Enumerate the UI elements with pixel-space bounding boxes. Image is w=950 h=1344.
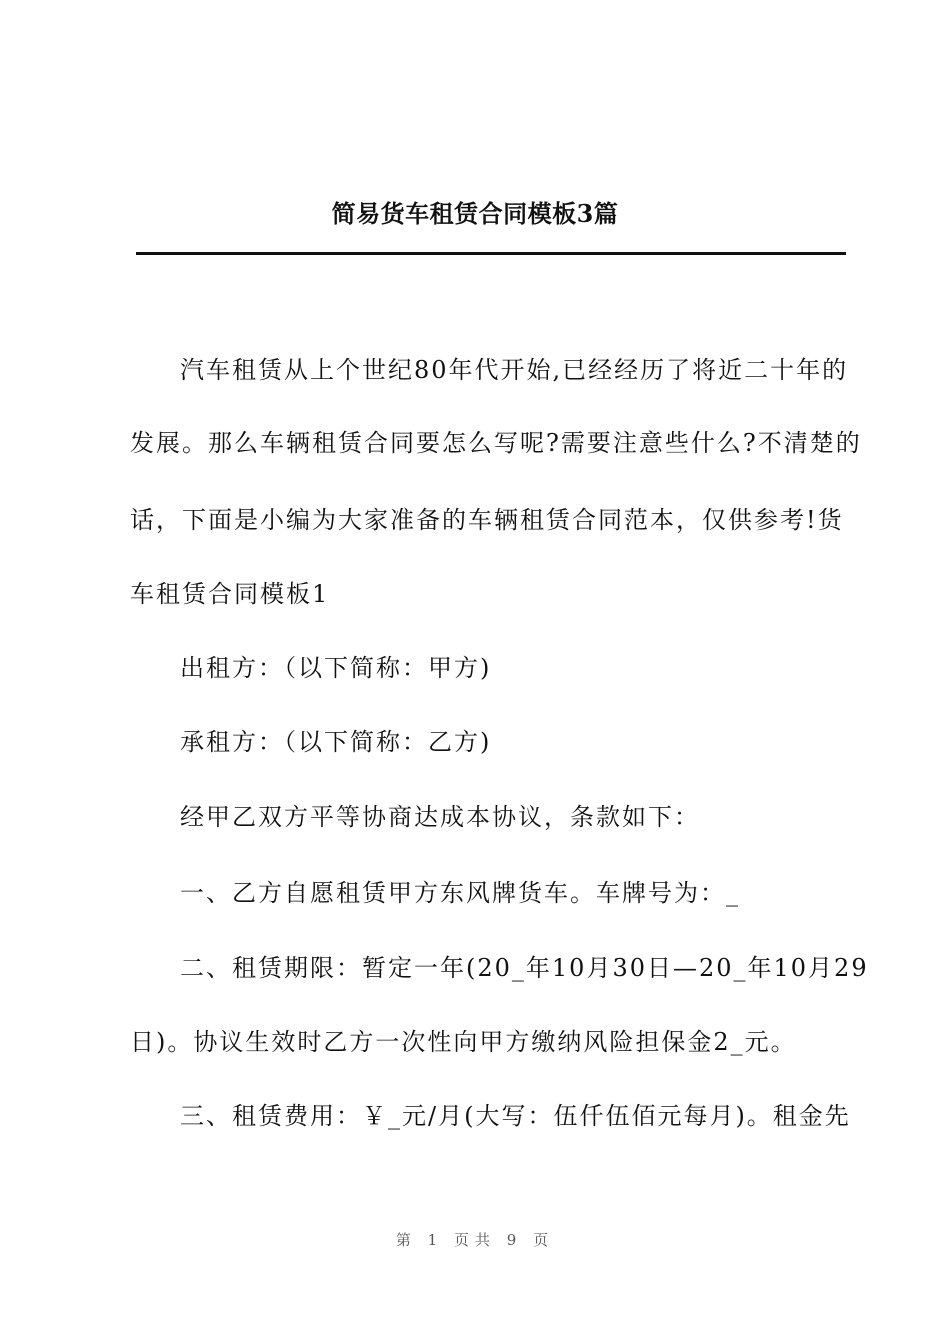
footer-middle: 页共: [453, 1231, 496, 1249]
lessee-line: 承租方：（以下简称：乙方): [180, 728, 492, 756]
body-line-4: 车租赁合同模板1: [130, 580, 330, 608]
agreement-intro-line: 经甲乙双方平等协商达成本协议，条款如下：: [180, 803, 700, 831]
page-footer: [0, 1228, 950, 1252]
footer-suffix: 页: [533, 1231, 555, 1249]
body-line-2: 发展。那么车辆租赁合同要怎么写呢?需要注意些什么?不清楚的: [130, 429, 862, 457]
title-underline: [136, 252, 846, 255]
footer-prefix: 第: [395, 1231, 417, 1249]
body-line-3: 话，下面是小编为大家准备的车辆租赁合同范本，仅供参考!货: [130, 506, 844, 534]
footer-current-page: 1: [427, 1231, 444, 1249]
clause-1-line: 一、乙方自愿租赁甲方东风牌货车。车牌号为：_: [180, 879, 740, 907]
clause-2-line-2: 日)。协议生效时乙方一次性向甲方缴纳风险担保金2_元。: [130, 1028, 797, 1056]
clause-3-line-1: 三、租赁费用：￥_元/月(大写：伍仟伍佰元每月)。租金先: [180, 1102, 851, 1130]
lessor-line: 出租方：（以下简称：甲方): [180, 654, 492, 682]
document-title: 简易货车租赁合同模板3篇: [331, 199, 619, 228]
body-line-1: 汽车租赁从上个世纪80年代开始,已经经历了将近二十年的: [180, 356, 849, 384]
footer-total-pages: 9: [506, 1231, 523, 1249]
clause-2-line-1: 二、租赁期限：暂定一年(20_年10月30日—20_年10月29: [180, 954, 869, 982]
